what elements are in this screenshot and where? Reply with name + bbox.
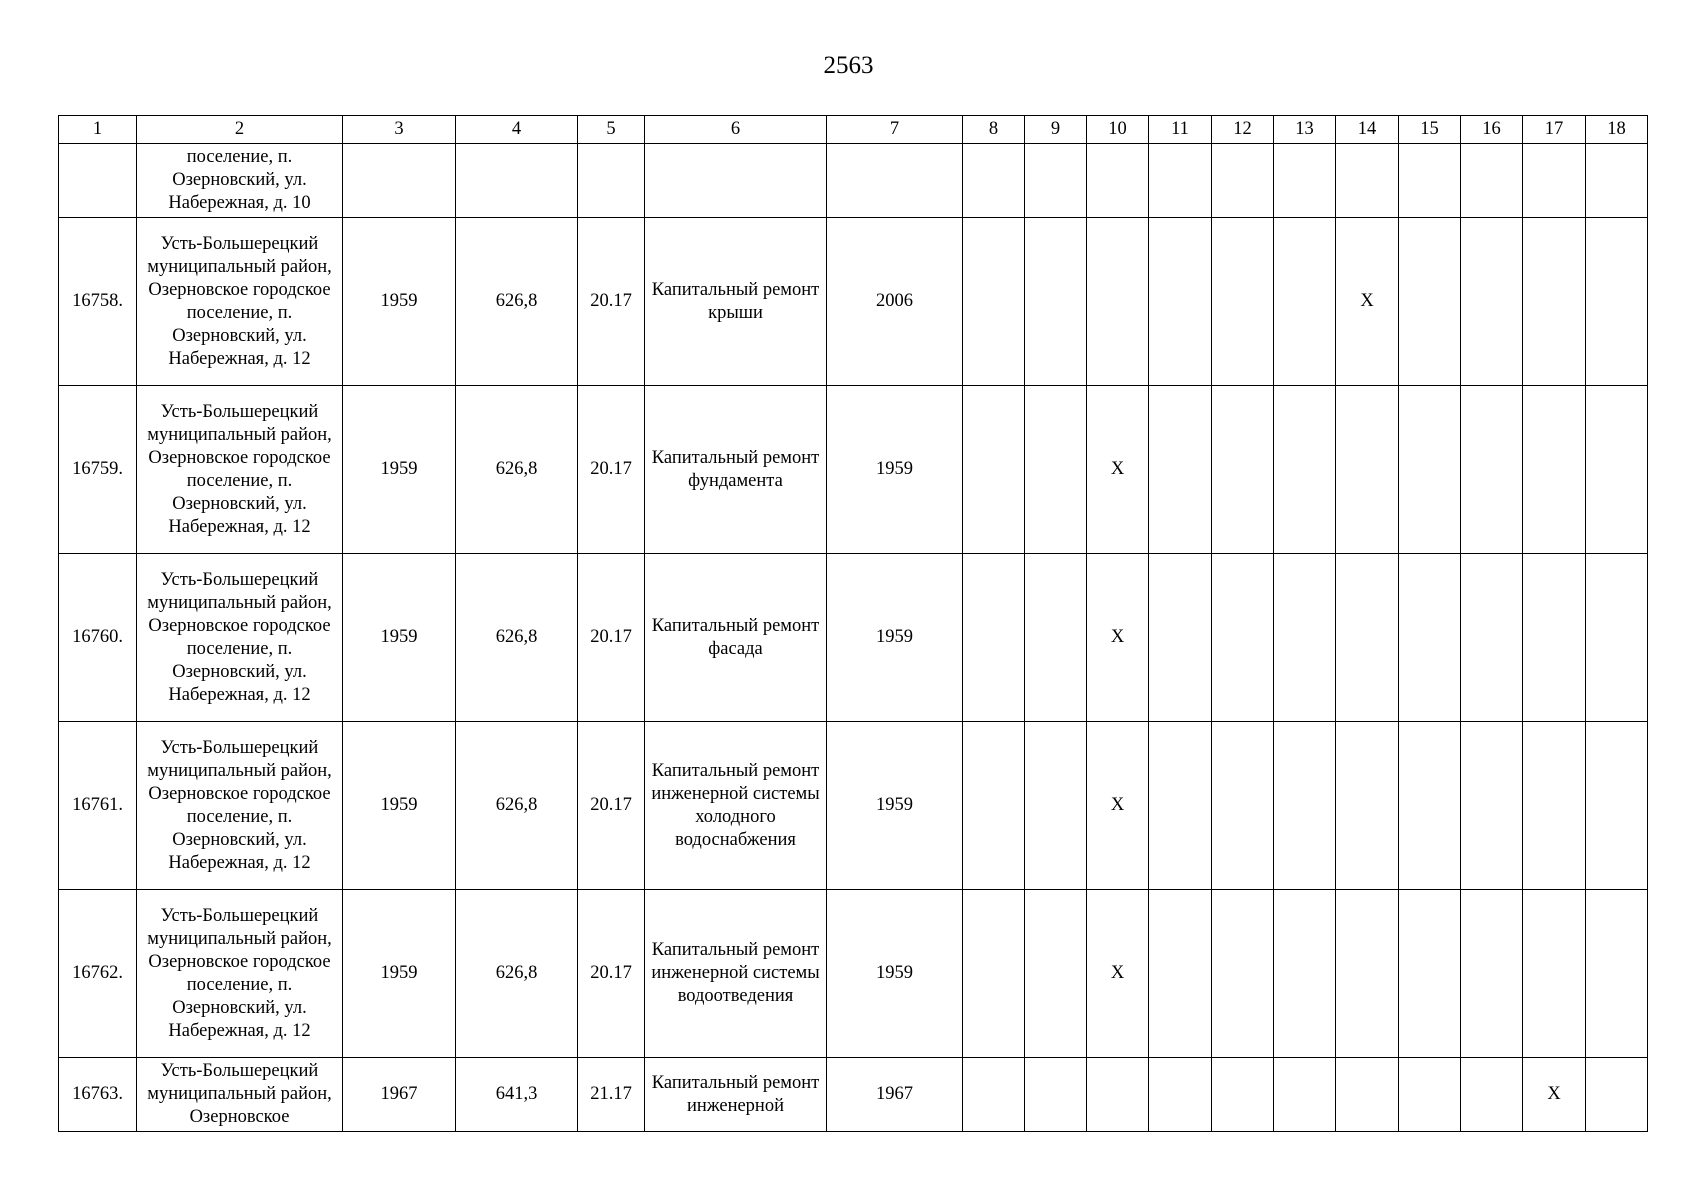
mark-cell xyxy=(963,722,1025,890)
repair-schedule-table xyxy=(58,115,1648,1132)
area-cell xyxy=(456,144,578,218)
build-year-cell: 1967 xyxy=(343,1058,456,1132)
mark-cell xyxy=(1586,218,1648,386)
build-year-cell: 1959 xyxy=(343,554,456,722)
area-cell: 626,8 xyxy=(456,386,578,554)
mark-cell xyxy=(1461,722,1523,890)
mark-cell xyxy=(1586,722,1648,890)
mark-cell xyxy=(1274,386,1336,554)
mark-cell xyxy=(963,386,1025,554)
last-repair-year-cell xyxy=(827,144,963,218)
mark-cell xyxy=(1149,386,1212,554)
mark-cell xyxy=(1149,144,1212,218)
mark-cell xyxy=(1586,386,1648,554)
area-cell: 626,8 xyxy=(456,890,578,1058)
column-header: 9 xyxy=(1025,116,1087,144)
mark-cell xyxy=(1087,144,1149,218)
mark-cell xyxy=(963,218,1025,386)
code-cell: 20.17 xyxy=(578,386,645,554)
column-header: 17 xyxy=(1523,116,1586,144)
last-repair-year-cell: 1959 xyxy=(827,386,963,554)
mark-cell xyxy=(1461,554,1523,722)
mark-cell xyxy=(1212,890,1274,1058)
row-number xyxy=(59,144,137,218)
column-header: 6 xyxy=(645,116,827,144)
address-cell: Усть-Большерецкий муниципальный район, Озерновское городское поселение, п. Озерновский, ул. Набережная, д. 12 xyxy=(137,386,343,554)
mark-cell: X xyxy=(1087,386,1149,554)
column-header: 2 xyxy=(137,116,343,144)
mark-cell xyxy=(1336,144,1399,218)
row-number: 16762. xyxy=(59,890,137,1058)
mark-cell xyxy=(1523,144,1586,218)
mark-cell xyxy=(1274,1058,1336,1132)
address-cell: Усть-Большерецкий муниципальный район, Озерновское xyxy=(137,1058,343,1132)
column-header: 5 xyxy=(578,116,645,144)
table-row xyxy=(59,722,1648,890)
build-year-cell: 1959 xyxy=(343,722,456,890)
address-cell: Усть-Большерецкий муниципальный район, Озерновское городское поселение, п. Озерновский, ул. Набережная, д. 12 xyxy=(137,890,343,1058)
work-type-cell: Капитальный ремонт фасада xyxy=(645,554,827,722)
column-header: 8 xyxy=(963,116,1025,144)
mark-cell xyxy=(1399,890,1461,1058)
mark-cell xyxy=(1586,890,1648,1058)
mark-cell xyxy=(1399,218,1461,386)
mark-cell xyxy=(1523,890,1586,1058)
mark-cell xyxy=(963,1058,1025,1132)
area-cell: 626,8 xyxy=(456,554,578,722)
mark-cell: X xyxy=(1087,890,1149,1058)
code-cell: 20.17 xyxy=(578,890,645,1058)
address-cell: Усть-Большерецкий муниципальный район, Озерновское городское поселение, п. Озерновский, ул. Набережная, д. 12 xyxy=(137,722,343,890)
mark-cell xyxy=(1149,1058,1212,1132)
work-type-cell: Капитальный ремонт инженерной системы водоотведения xyxy=(645,890,827,1058)
mark-cell xyxy=(1025,218,1087,386)
mark-cell xyxy=(1274,722,1336,890)
table-row xyxy=(59,144,1648,218)
mark-cell xyxy=(1461,1058,1523,1132)
work-type-cell: Капитальный ремонт крыши xyxy=(645,218,827,386)
column-header: 11 xyxy=(1149,116,1212,144)
build-year-cell: 1959 xyxy=(343,890,456,1058)
mark-cell xyxy=(1212,144,1274,218)
build-year-cell: 1959 xyxy=(343,386,456,554)
mark-cell xyxy=(1274,890,1336,1058)
mark-cell xyxy=(1149,890,1212,1058)
mark-cell: X xyxy=(1336,218,1399,386)
mark-cell xyxy=(1399,554,1461,722)
code-cell xyxy=(578,144,645,218)
last-repair-year-cell: 2006 xyxy=(827,218,963,386)
mark-cell xyxy=(1336,722,1399,890)
mark-cell xyxy=(1025,554,1087,722)
mark-cell xyxy=(1586,144,1648,218)
mark-cell xyxy=(1336,1058,1399,1132)
mark-cell xyxy=(1274,554,1336,722)
page-number: 2563 xyxy=(823,52,874,79)
column-header: 4 xyxy=(456,116,578,144)
mark-cell xyxy=(1461,386,1523,554)
mark-cell xyxy=(1274,144,1336,218)
mark-cell: X xyxy=(1523,1058,1586,1132)
mark-cell xyxy=(963,554,1025,722)
last-repair-year-cell: 1959 xyxy=(827,554,963,722)
mark-cell xyxy=(1523,218,1586,386)
column-header: 15 xyxy=(1399,116,1461,144)
mark-cell xyxy=(1025,386,1087,554)
row-number: 16761. xyxy=(59,722,137,890)
table-row xyxy=(59,386,1648,554)
column-header: 14 xyxy=(1336,116,1399,144)
mark-cell xyxy=(1461,144,1523,218)
row-number: 16759. xyxy=(59,386,137,554)
code-cell: 20.17 xyxy=(578,722,645,890)
table-row xyxy=(59,1058,1648,1132)
area-cell: 626,8 xyxy=(456,722,578,890)
column-header: 10 xyxy=(1087,116,1149,144)
column-header: 1 xyxy=(59,116,137,144)
mark-cell xyxy=(1212,1058,1274,1132)
address-cell: поселение, п. Озерновский, ул. Набережная, д. 10 xyxy=(137,144,343,218)
mark-cell xyxy=(1212,722,1274,890)
row-number: 16758. xyxy=(59,218,137,386)
mark-cell xyxy=(1523,554,1586,722)
build-year-cell: 1959 xyxy=(343,218,456,386)
table-row xyxy=(59,554,1648,722)
area-cell: 641,3 xyxy=(456,1058,578,1132)
mark-cell xyxy=(1523,386,1586,554)
mark-cell xyxy=(1025,890,1087,1058)
mark-cell xyxy=(1336,890,1399,1058)
mark-cell xyxy=(1523,722,1586,890)
work-type-cell: Капитальный ремонт инженерной системы холодного водоснабжения xyxy=(645,722,827,890)
mark-cell: X xyxy=(1087,722,1149,890)
mark-cell xyxy=(1586,1058,1648,1132)
build-year-cell xyxy=(343,144,456,218)
mark-cell xyxy=(1399,1058,1461,1132)
column-header: 12 xyxy=(1212,116,1274,144)
work-type-cell: Капитальный ремонт фундамента xyxy=(645,386,827,554)
mark-cell xyxy=(1461,890,1523,1058)
mark-cell xyxy=(1212,218,1274,386)
mark-cell: X xyxy=(1087,554,1149,722)
column-header: 16 xyxy=(1461,116,1523,144)
mark-cell xyxy=(1025,1058,1087,1132)
mark-cell xyxy=(1336,386,1399,554)
mark-cell xyxy=(1336,554,1399,722)
address-cell: Усть-Большерецкий муниципальный район, Озерновское городское поселение, п. Озерновский, ул. Набережная, д. 12 xyxy=(137,554,343,722)
mark-cell xyxy=(1149,218,1212,386)
mark-cell xyxy=(1399,386,1461,554)
code-cell: 20.17 xyxy=(578,554,645,722)
mark-cell xyxy=(1149,554,1212,722)
mark-cell xyxy=(1087,1058,1149,1132)
row-number: 16763. xyxy=(59,1058,137,1132)
work-type-cell xyxy=(645,144,827,218)
last-repair-year-cell: 1959 xyxy=(827,890,963,1058)
mark-cell xyxy=(1149,722,1212,890)
mark-cell xyxy=(963,144,1025,218)
work-type-cell: Капитальный ремонт инженерной xyxy=(645,1058,827,1132)
mark-cell xyxy=(1586,554,1648,722)
mark-cell xyxy=(1087,218,1149,386)
code-cell: 20.17 xyxy=(578,218,645,386)
column-header: 3 xyxy=(343,116,456,144)
column-header: 13 xyxy=(1274,116,1336,144)
area-cell: 626,8 xyxy=(456,218,578,386)
mark-cell xyxy=(963,890,1025,1058)
column-header: 18 xyxy=(1586,116,1648,144)
mark-cell xyxy=(1212,386,1274,554)
mark-cell xyxy=(1025,144,1087,218)
column-number-row xyxy=(59,116,1648,144)
mark-cell xyxy=(1461,218,1523,386)
mark-cell xyxy=(1399,722,1461,890)
table-row xyxy=(59,218,1648,386)
mark-cell xyxy=(1399,144,1461,218)
last-repair-year-cell: 1967 xyxy=(827,1058,963,1132)
table-row xyxy=(59,890,1648,1058)
column-header: 7 xyxy=(827,116,963,144)
mark-cell xyxy=(1274,218,1336,386)
mark-cell xyxy=(1212,554,1274,722)
last-repair-year-cell: 1959 xyxy=(827,722,963,890)
address-cell: Усть-Большерецкий муниципальный район, Озерновское городское поселение, п. Озерновский, ул. Набережная, д. 12 xyxy=(137,218,343,386)
mark-cell xyxy=(1025,722,1087,890)
row-number: 16760. xyxy=(59,554,137,722)
code-cell: 21.17 xyxy=(578,1058,645,1132)
